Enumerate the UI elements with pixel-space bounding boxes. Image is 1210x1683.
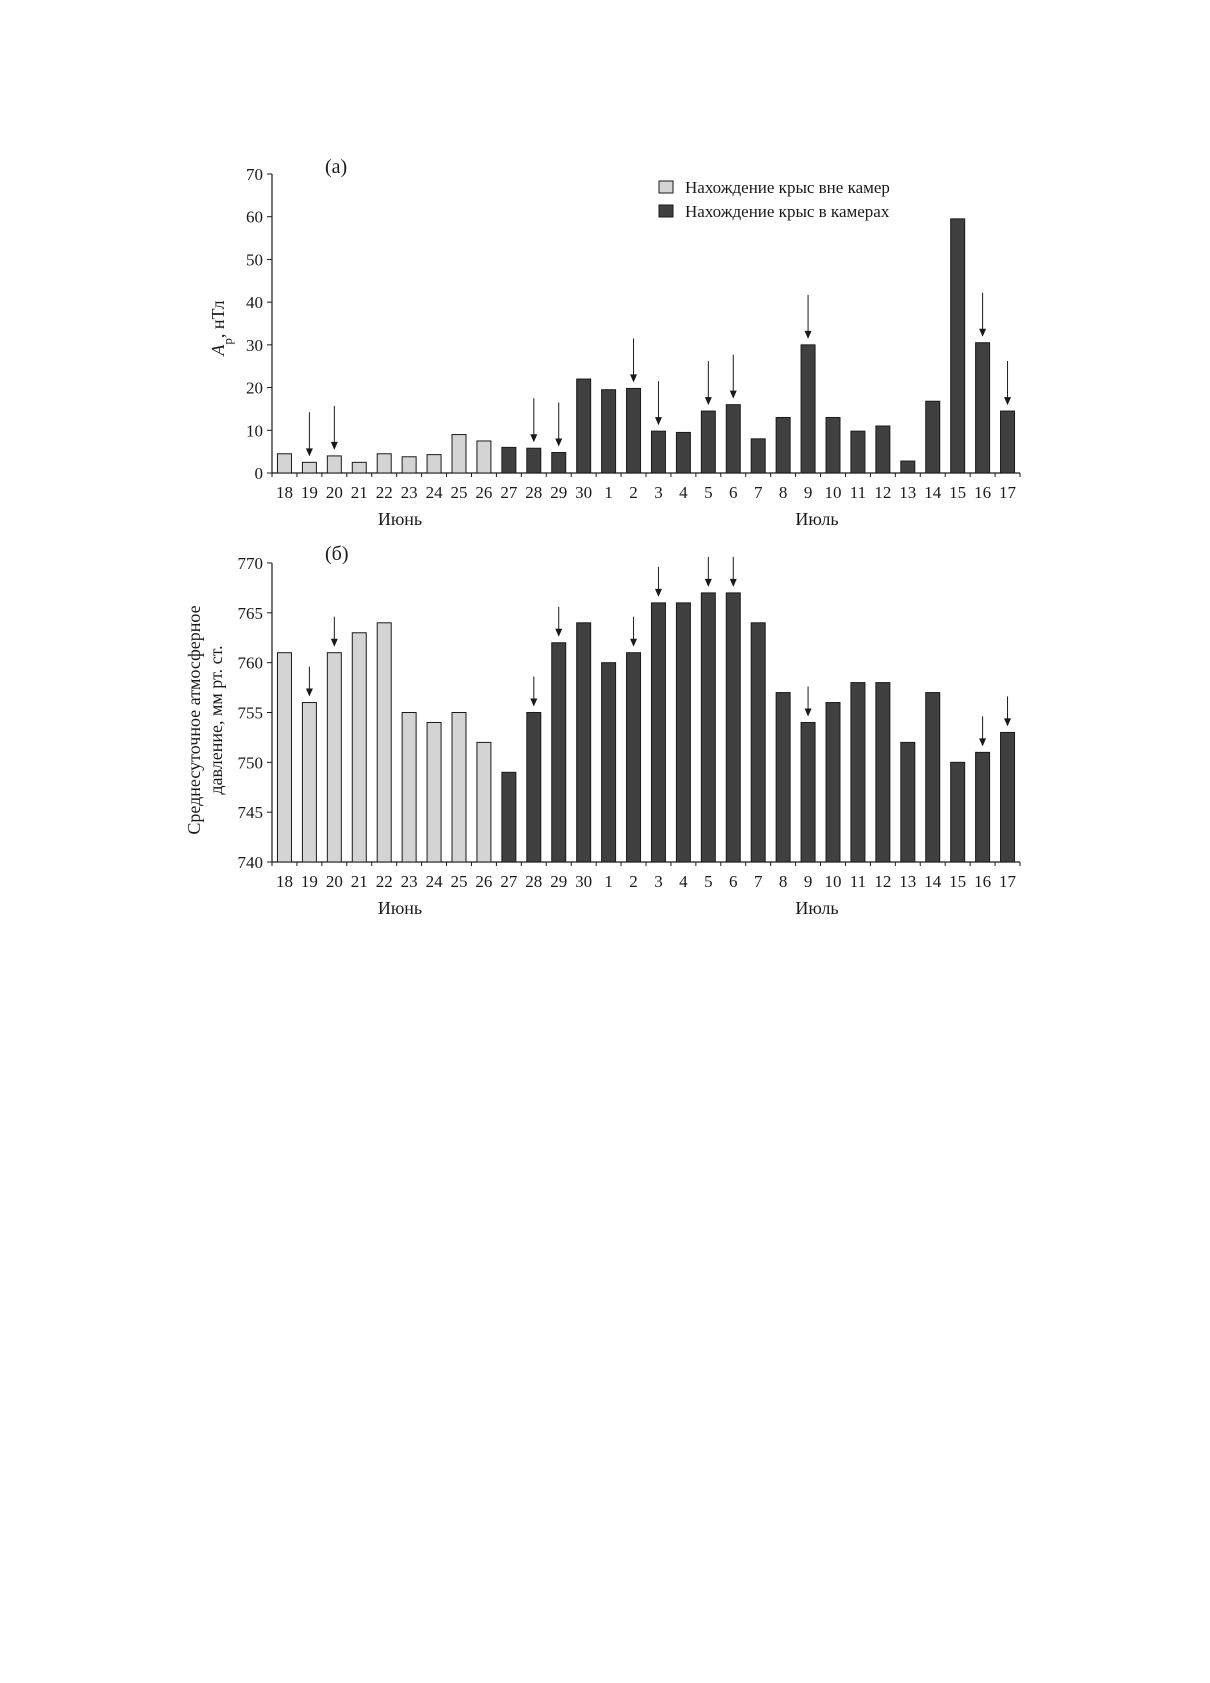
x-tick-label: 20	[325, 483, 343, 502]
x-tick-label: 3	[654, 872, 663, 891]
x-tick-label: 12	[874, 483, 892, 502]
arrow-head-5	[705, 397, 712, 405]
arrow-head-19	[306, 689, 313, 697]
x-tick-label: 10	[824, 872, 842, 891]
bar-inside-16	[976, 343, 990, 473]
arrow-head-3	[655, 589, 662, 597]
x-tick-label: 30	[575, 483, 593, 502]
x-tick-label: 19	[300, 483, 318, 502]
bar-inside-3	[651, 431, 665, 473]
x-tick-label: 29	[550, 872, 568, 891]
x-tick-label: 2	[629, 483, 638, 502]
legend-swatch-inside	[659, 205, 673, 217]
arrow-head-19	[306, 448, 313, 456]
x-tick-label: 30	[575, 872, 593, 891]
arrow-head-2	[630, 374, 637, 382]
bar-inside-7	[751, 623, 765, 862]
x-tick-label: 7	[753, 483, 763, 502]
x-tick-label: 6	[729, 872, 738, 891]
chart-panel-b	[184, 543, 1020, 918]
legend-swatch-outside	[659, 181, 673, 193]
x-tick-label: 10	[824, 483, 842, 502]
x-tick-label: 4	[679, 483, 688, 502]
arrow-head-3	[655, 417, 662, 425]
arrow-head-2	[630, 639, 637, 647]
x-tick-label: 18	[275, 872, 293, 891]
x-tick-label: 23	[400, 872, 418, 891]
y-axis-label-b-line1: Среднесуточное атмосферное	[184, 605, 204, 835]
bar-inside-2	[627, 388, 641, 473]
bar-inside-5	[701, 593, 715, 862]
bar-inside-14	[926, 693, 940, 862]
bar-inside-13	[901, 742, 915, 862]
x-tick-label: 24	[425, 483, 443, 502]
x-tick-label: 11	[849, 872, 867, 891]
x-tick-label: 8	[778, 483, 788, 502]
x-tick-label: 26	[475, 483, 493, 502]
x-tick-label: 15	[949, 483, 967, 502]
x-tick-label: 22	[375, 483, 393, 502]
y-tick-label: 70	[246, 165, 263, 184]
arrow-head-28	[530, 434, 537, 442]
bar-inside-12	[876, 426, 890, 473]
bar-inside-15	[951, 219, 965, 473]
arrow-head-28	[530, 699, 537, 707]
y-axis-label-a-rest: , нТл	[208, 300, 228, 339]
bar-outside-24	[427, 455, 441, 473]
bar-inside-16	[976, 752, 990, 862]
x-tick-label: 28	[525, 483, 543, 502]
x-tick-label: 21	[350, 483, 368, 502]
bar-inside-8	[776, 693, 790, 862]
bar-inside-9	[801, 722, 815, 862]
y-tick-label: 745	[237, 803, 263, 823]
bar-outside-26	[477, 742, 491, 862]
y-tick-label: 30	[246, 335, 263, 355]
x-tick-label: 11	[849, 483, 867, 502]
x-tick-label: 25	[450, 483, 468, 502]
bar-inside-17	[1001, 732, 1015, 862]
y-tick-label: 10	[246, 421, 263, 441]
bar-outside-18	[277, 454, 291, 473]
bar-outside-23	[402, 457, 416, 473]
bar-inside-29	[552, 452, 566, 473]
x-tick-label: 3	[654, 483, 663, 502]
x-tick-label: 4	[679, 872, 688, 891]
x-tick-label: 27	[500, 872, 518, 891]
bar-inside-28	[527, 713, 541, 863]
arrow-head-6	[730, 579, 737, 587]
bar-outside-19	[302, 462, 316, 473]
panel-label-a: (а)	[325, 156, 348, 178]
y-tick-label: 60	[246, 207, 263, 227]
arrow-head-9	[805, 708, 812, 716]
arrow-head-6	[730, 391, 737, 399]
month-label-july-b: Июль	[795, 898, 839, 918]
x-tick-label: 29	[550, 483, 568, 502]
bar-inside-27	[502, 447, 516, 473]
bar-inside-30	[577, 623, 591, 862]
bar-outside-21	[352, 633, 366, 862]
bar-inside-15	[951, 762, 965, 862]
x-tick-label: 17	[999, 872, 1017, 891]
x-tick-label: 6	[729, 483, 738, 502]
x-tick-label: 14	[924, 872, 942, 891]
x-tick-label: 16	[974, 483, 992, 502]
bar-inside-13	[901, 461, 915, 473]
bar-outside-22	[377, 454, 391, 473]
bar-inside-27	[502, 772, 516, 862]
x-tick-label: 18	[275, 483, 293, 502]
month-label-june-a: Июнь	[377, 509, 423, 529]
x-tick-label: 9	[803, 483, 813, 502]
arrow-head-16	[979, 738, 986, 746]
bar-outside-18	[277, 653, 291, 862]
bar-outside-20	[327, 653, 341, 862]
y-tick-label: 0	[254, 464, 263, 483]
y-tick-label: 740	[237, 853, 263, 872]
bar-inside-8	[776, 417, 790, 473]
x-tick-label: 2	[629, 872, 638, 891]
x-tick-label: 8	[778, 872, 788, 891]
x-tick-label: 20	[325, 872, 343, 891]
x-tick-label: 7	[753, 872, 763, 891]
bar-outside-19	[302, 703, 316, 862]
bar-inside-4	[676, 603, 690, 862]
bar-inside-10	[826, 417, 840, 473]
x-tick-label: 15	[949, 872, 967, 891]
bar-outside-21	[352, 462, 366, 473]
bar-inside-1	[602, 663, 616, 862]
month-label-june-b: Июнь	[377, 898, 423, 918]
bar-outside-25	[452, 713, 466, 863]
x-tick-label: 14	[924, 483, 942, 502]
bar-outside-26	[477, 441, 491, 473]
legend-label-outside: Нахождение крыс вне камер	[685, 178, 890, 197]
bar-inside-28	[527, 448, 541, 473]
bar-inside-2	[627, 653, 641, 862]
x-tick-label: 28	[525, 872, 543, 891]
bar-inside-17	[1001, 411, 1015, 473]
y-axis-label-a-main: A	[208, 344, 228, 356]
bar-outside-23	[402, 713, 416, 863]
x-tick-label: 5	[704, 483, 713, 502]
panel-label-b: (б)	[325, 543, 349, 565]
chart-panel-a	[208, 156, 1020, 529]
y-tick-label: 50	[246, 250, 263, 270]
bar-inside-14	[926, 401, 940, 473]
bar-outside-20	[327, 456, 341, 473]
y-axis-label-a	[208, 300, 235, 356]
y-tick-label: 20	[246, 378, 263, 398]
bar-inside-9	[801, 345, 815, 473]
x-tick-label: 21	[350, 872, 368, 891]
arrow-head-17	[1004, 718, 1011, 726]
bar-inside-29	[552, 643, 566, 862]
arrow-head-17	[1004, 397, 1011, 405]
arrow-head-20	[331, 639, 338, 647]
bar-inside-1	[602, 390, 616, 473]
arrow-head-29	[555, 629, 562, 637]
x-tick-label: 26	[475, 872, 493, 891]
x-tick-label: 25	[450, 872, 468, 891]
bar-outside-24	[427, 722, 441, 862]
y-tick-label: 40	[246, 293, 263, 313]
y-tick-label: 770	[237, 554, 263, 573]
y-axis-label-b-line2: давление, мм рт. ст.	[206, 645, 226, 795]
month-label-july-a: Июль	[795, 509, 839, 529]
y-axis-label-b	[184, 605, 226, 834]
y-tick-label: 750	[237, 753, 263, 773]
x-tick-label: 12	[874, 872, 892, 891]
bar-inside-10	[826, 703, 840, 862]
x-tick-label: 1	[604, 872, 613, 891]
bar-outside-22	[377, 623, 391, 862]
y-axis-label-a-sub: р	[219, 338, 235, 345]
bar-inside-11	[851, 431, 865, 473]
bar-outside-25	[452, 435, 466, 473]
x-tick-label: 9	[803, 872, 813, 891]
x-tick-label: 16	[974, 872, 992, 891]
x-tick-label: 1	[604, 483, 613, 502]
legend-label-inside: Нахождение крыс в камерах	[685, 202, 890, 221]
bar-inside-11	[851, 683, 865, 862]
x-tick-label: 13	[899, 872, 917, 891]
y-tick-label: 755	[237, 703, 263, 723]
legend	[659, 178, 890, 221]
arrow-head-20	[331, 442, 338, 450]
x-tick-label: 17	[999, 483, 1017, 502]
x-tick-label: 27	[500, 483, 518, 502]
bar-inside-7	[751, 439, 765, 473]
bar-inside-4	[676, 432, 690, 473]
bar-inside-6	[726, 593, 740, 862]
x-tick-label: 22	[375, 872, 393, 891]
arrow-head-29	[555, 438, 562, 446]
arrow-head-5	[705, 579, 712, 587]
bar-inside-3	[651, 603, 665, 862]
x-tick-label: 13	[899, 483, 917, 502]
x-tick-label: 19	[300, 872, 318, 891]
bar-inside-30	[577, 379, 591, 473]
arrow-head-16	[979, 329, 986, 337]
x-tick-label: 23	[400, 483, 418, 502]
arrow-head-9	[805, 331, 812, 339]
x-tick-label: 5	[704, 872, 713, 891]
y-tick-label: 760	[237, 653, 263, 673]
y-tick-label: 765	[237, 603, 263, 623]
bar-inside-5	[701, 411, 715, 473]
x-tick-label: 24	[425, 872, 443, 891]
bar-inside-12	[876, 683, 890, 862]
bar-inside-6	[726, 405, 740, 473]
